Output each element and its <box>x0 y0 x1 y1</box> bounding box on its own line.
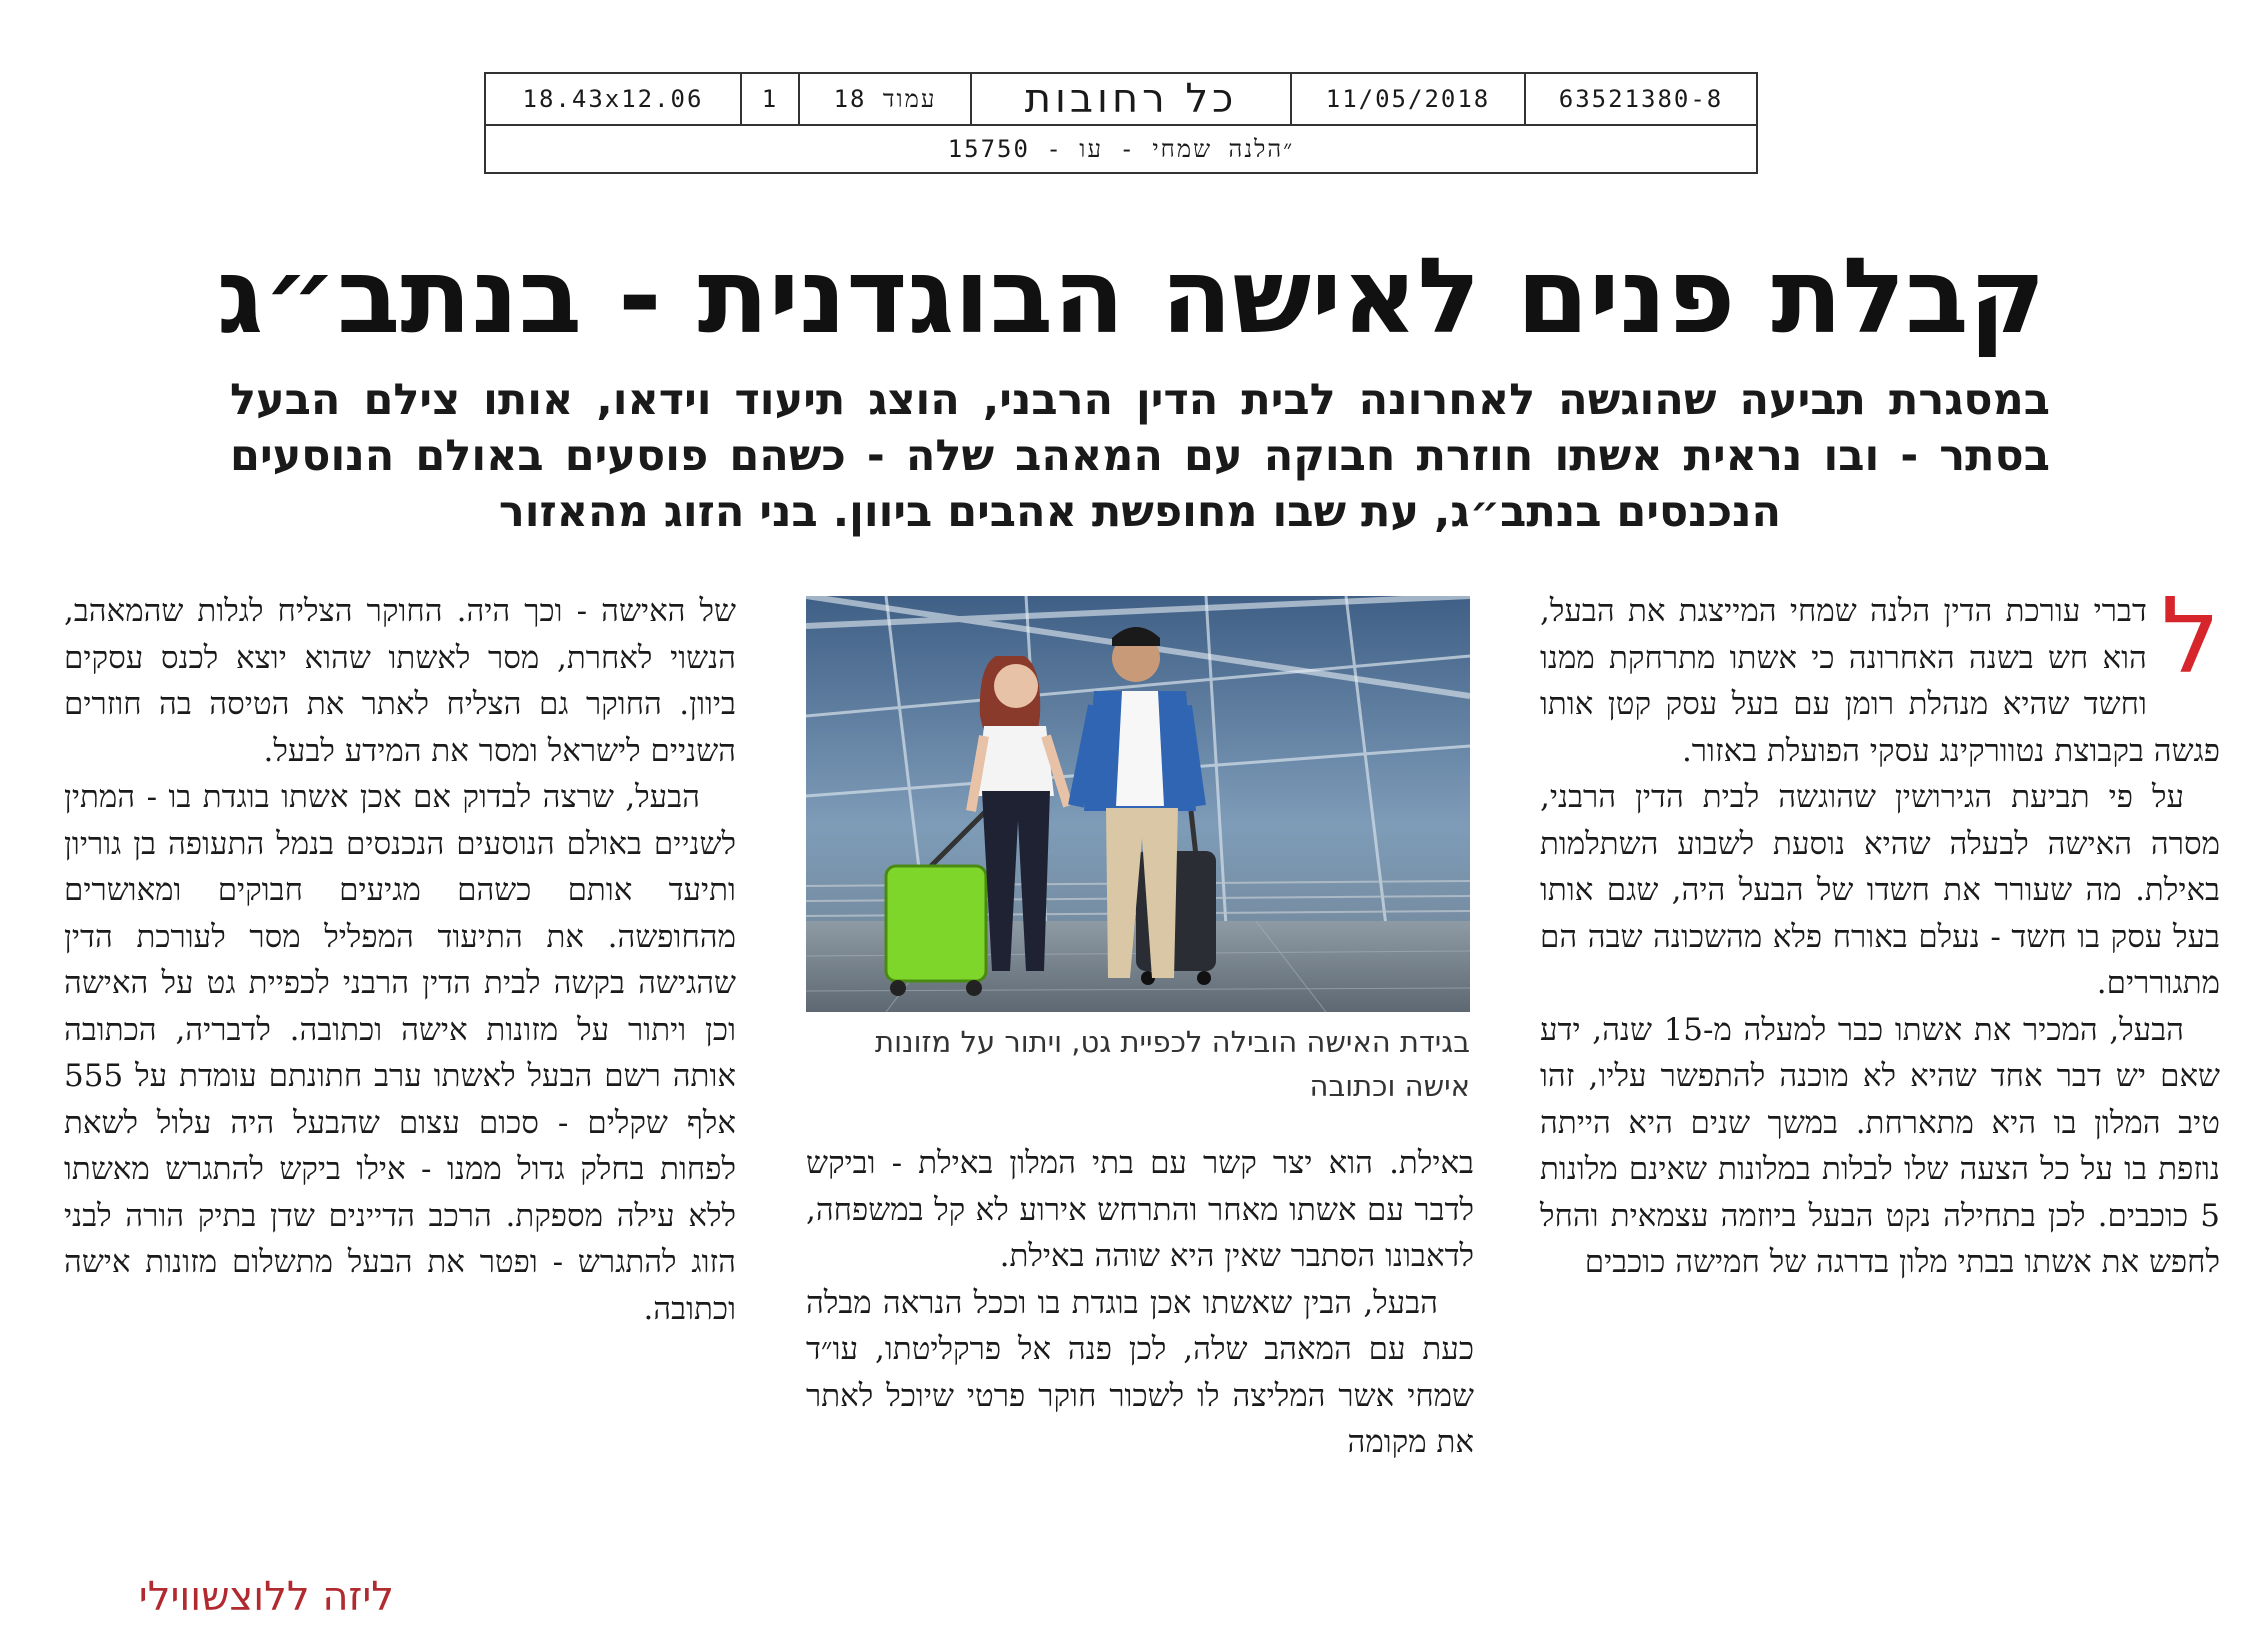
paragraph <box>1540 575 2220 774</box>
paragraph-text: דברי עורכת הדין הלנה שמחי המייצגת את הבעל, הוא חש בשנה האחרונה כי אשתו מתרחקת ממנו וחשד שהיא מנהלת רומן עם בעל עסק קטן אותו פגשה בקבוצת נטוורקינג עסקי הפועלת באזור. <box>1540 593 2220 769</box>
couple-airport-photo <box>806 596 1470 1012</box>
article-headline: קבלת פנים לאישה הבוגדנית - בנתב״ג <box>216 235 2046 357</box>
article-column-middle <box>806 1140 1474 1550</box>
article-column-right <box>1540 575 2220 1548</box>
article-photo <box>806 596 1470 1012</box>
paragraph: הבעל, שרצה לבדוק אם אכן אשתו בוגדת בו - המתין לשניים באולם הנוסעים הנכנסים בנמל התעופה בן גוריון ותיעד אותם כשהם מגיעים חבוקים ומאושרים מהחופשה. את התיעוד המפליל מסר לעורכת הדין שהגישה בקשה לבית הדין הרבני לכפיית גט על האישה וכן ויתור על מזונות אישה וכתובה. לדבריה, הכתובה אותה רשם הבעל לאשתו ערב חתונתם עומדת על 555 אלף שקלים - סכום עצום שהבעל היה עלול לשאת לפחות בחלק גדול ממנו - אילו ביקש להתגרש מאשתו ללא עילה מספקת. הרכב הדיינים שדן בתיק הורה לבני הזוג להתגרש - ופטר את הבעל מתשלום מזונות אישה וכתובה. <box>64 779 736 1327</box>
author-byline: ליזה ללוצשווילי <box>138 1574 394 1620</box>
clip-publication: כל רחובות <box>972 74 1292 124</box>
paragraph: של האישה - וכך היה. החוקר הצליח לגלות שהמאהב, הנשוי לאחרת, מסר לאשתו שהוא יוצא לכנס עסקים ביוון. החוקר גם הצליח לאתר את הטיסה בה חוזרים השניים לישראל ומסר את המידע לבעל. <box>64 593 736 769</box>
paragraph: הבעל, הבין שאשתו אכן בוגדת בו וככל הנראה מבלה כעת עם המאהב שלה, לכן פנה אל פרקליטתו, עו״ד שמחי אשר המליצה לו לשכור חוקר פרטי שיוכל לאתר את מקומה <box>806 1284 1474 1460</box>
photo-caption: בגידת האישה הובילה לכפיית גט, ויתור על מזונות אישה וכתובה <box>875 1025 1470 1103</box>
clip-date: 11/05/2018 <box>1292 74 1526 124</box>
article-column-left <box>64 588 736 1548</box>
drop-cap: ל <box>2160 575 2220 697</box>
clip-count: 1 <box>742 74 800 124</box>
paragraph: על פי תביעת הגירושין שהוגשה לבית הדין הרבני, מסרה האישה לבעלה שהיא נוסעת לשבוע השתלמות באילת. מה שעורר את חשדו של הבעל היה, שגם אותו בעל עסק בו חשד - נעלם באורח פלא מהשכונה שבה הם מתגוררים. <box>1540 779 2220 1001</box>
clipping-header-row <box>486 74 1756 126</box>
paragraph: הבעל, המכיר את אשתו כבר למעלה מ-15 שנה, ידע שאם יש דבר אחד שהיא לא מוכנה להתפשר עליו, זהו טיב המלון בו היא מתארחת. במשך שנים היא הייתה נוזפת בו על כל הצעה שלו לבלות במלונות שאינם מלונות 5 כוכבים. לכן בתחילה נקט הבעל ביוזמה עצמאית והחל לחפש את אשתו בבתי מלון בדרגה של חמישה כוכבים <box>1540 1011 2220 1280</box>
article-subhead: במסגרת תביעה שהוגשה לאחרונה לבית הדין הרבני, הוצג תיעוד וידאו, אותו צילם הבעל בסתר - ובו נראית אשתו חוזרת חבוקה עם המאהב שלה - כשהם פוסעים באולם הנוסעים הנכנסים בנתב״ג, עת שבו מחופשת אהבים ביוון. בני הזוג מהאזור <box>230 375 2050 537</box>
clip-page: עמוד 18 <box>800 74 972 124</box>
clip-client-line: ״הלנה שמחי - עו - 15750 <box>947 134 1295 163</box>
clipping-header <box>484 72 1758 174</box>
clip-id: 63521380-8 <box>1558 85 1724 113</box>
clip-size: 18.43x12.06 <box>486 74 742 124</box>
paragraph: באילת. הוא יצר קשר עם בתי המלון באילת - וביקש לדבר עם אשתו מאחר והתרחש אירוע לא קל במשפחה, לדאבונו הסתבר שאין היא שוהה באילת. <box>806 1145 1474 1274</box>
